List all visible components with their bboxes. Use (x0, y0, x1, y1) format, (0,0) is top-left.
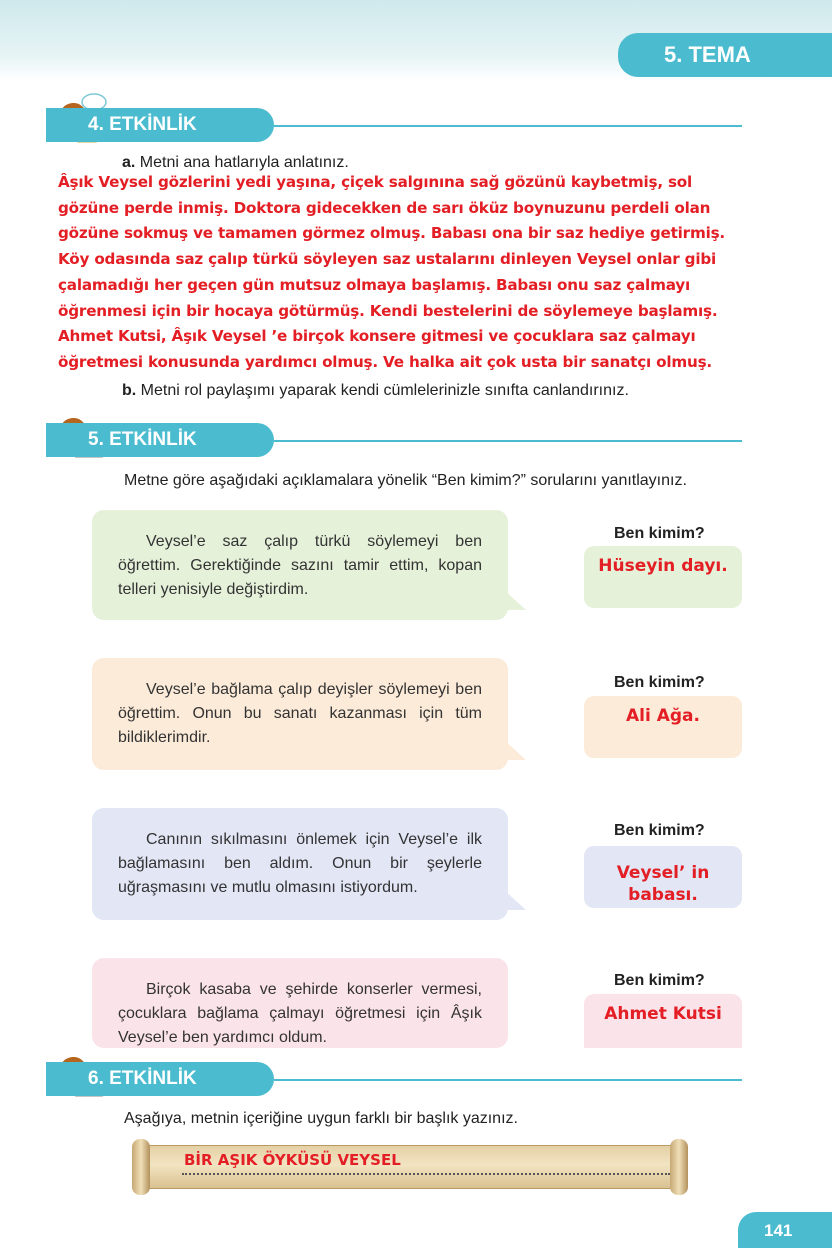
answer-line: öğrenmesi için bir hocaya götürmüş. Kendi bestelerini de söylemeye başlamış. (58, 301, 718, 320)
bubble-statement: Canının sıkılmasını önlemek için Veysel’e ilk bağlamasını ben aldım. Onun bir şeylerle uğraşmasını ve mutlu olmasını istiyordum. (118, 831, 482, 896)
activity-4-header (0, 108, 832, 142)
speech-bubble (92, 808, 508, 920)
answer-dotted-line (182, 1173, 670, 1175)
bubble-statement: Veysel’e saz çalıp türkü söylemeyi ben öğrettim. Gerektiğinde sazını tamir ettim, kopan telleri yenisiyle değiştirdim. (118, 533, 482, 598)
answer-line: gözüne sokmuş ve tamamen görmez olmuş. Babası ona bir saz hediye getirmiş. (58, 224, 725, 243)
scroll-roll-right (670, 1139, 688, 1195)
who-am-i-question: Ben kimim? (614, 674, 705, 691)
who-am-i-answer: Ahmet Kutsi (584, 994, 742, 1048)
bubble-statement: Birçok kasaba ve şehirde konserler vermesi, çocuklara bağlama çalmayı öğretmesi için Âşık Veysel’e ben yardımcı oldum. (118, 981, 482, 1046)
item-a-label: a. (122, 154, 136, 171)
answer-line: Âşık Veysel gözlerini yedi yaşına, çiçek salgınına sağ gözünü kaybetmiş, sol (58, 173, 693, 191)
activity-4b-prompt (122, 382, 629, 400)
item-a-text: Metni ana hatlarıyla anlatınız. (139, 154, 349, 171)
title-scroll (132, 1139, 688, 1195)
answer-line: Köy odasında saz çalıp türkü söyleyen saz ustalarını dinleyen Veysel onlar gibi (58, 250, 717, 269)
who-am-i-question: Ben kimim? (614, 822, 705, 839)
title-answer: BİR AŞIK ÖYKÜSÜ VEYSEL (184, 1151, 401, 1169)
scroll-roll-left (132, 1139, 150, 1195)
activity-5-header (0, 423, 832, 457)
activity-4-divider (274, 125, 742, 127)
activity-6-divider (274, 1079, 742, 1081)
activity-5-divider (274, 440, 742, 442)
activity-5-title: 5. ETKİNLİK (46, 423, 274, 457)
item-b-label: b. (122, 382, 137, 399)
who-am-i-answer: Ali Ağa. (584, 696, 742, 758)
speech-bubble (92, 958, 508, 1048)
item-b-text: Metni rol paylaşımı yaparak kendi cümlelerinizle sınıfta canlandırınız. (140, 382, 629, 399)
who-am-i-answer: Veysel’ in babası. (584, 846, 742, 908)
answer-line: çalamadığı her geçen gün mutsuz olmaya başlamış. Babası onu saz çalmayı (58, 275, 690, 294)
activity-6-title: 6. ETKİNLİK (46, 1062, 274, 1096)
bubble-statement: Veysel’e bağlama çalıp deyişler söylemeyi ben öğrettim. Onun bu sanatı kazanması için tüm bildiklerimdir. (118, 681, 482, 746)
page-number: 141 (738, 1212, 832, 1248)
activity-4-title: 4. ETKİNLİK (46, 108, 274, 142)
activity-5-instruction: Metne göre aşağıdaki açıklamalara yönelik “Ben kimim?” sorularını yanıtlayınız. (124, 472, 687, 489)
answer-line: öğretmesi konusunda yardımcı olmuş. Ve halka ait çok usta bir sanatçı olmuş. (58, 352, 712, 371)
who-am-i-question: Ben kimim? (614, 525, 705, 542)
activity-6-header (0, 1062, 832, 1096)
activity-4-answer (58, 170, 778, 376)
who-am-i-answer: Hüseyin dayı. (584, 546, 742, 608)
who-am-i-question: Ben kimim? (614, 972, 705, 989)
activity-6-instruction: Aşağıya, metnin içeriğine uygun farklı bir başlık yazınız. (124, 1110, 518, 1127)
speech-bubble (92, 658, 508, 770)
bubble-tail (502, 888, 526, 910)
bubble-tail (502, 738, 526, 760)
answer-line: gözüne perde inmiş. Doktora gidecekken de sarı öküz boynuzunu perdeli olan (58, 198, 711, 217)
bubble-tail (502, 588, 526, 610)
answer-line: Ahmet Kutsi, Âşık Veysel ’e birçok konsere gitmesi ve çocuklara saz çalmayı (58, 327, 696, 346)
speech-bubble (92, 510, 508, 620)
theme-label: 5. TEMA (618, 33, 832, 77)
